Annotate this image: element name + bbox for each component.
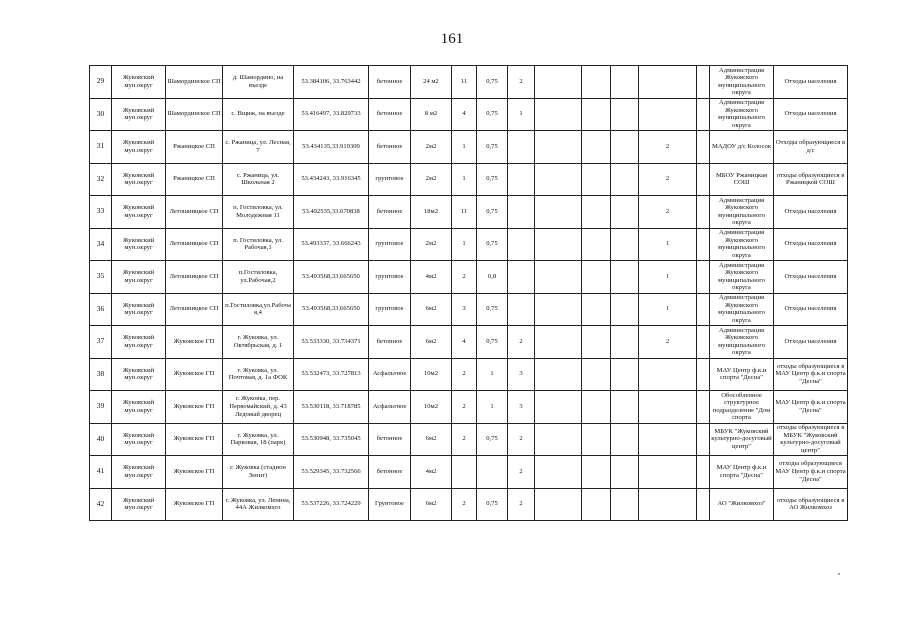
cell-address: г. Жуковка, ул. Ленина, 44А Жилкомхоз [223, 488, 294, 521]
cell-c9 [508, 196, 535, 229]
cell-c12 [611, 228, 639, 261]
cell-source: Отходы населения [774, 228, 848, 261]
cell-c12 [611, 293, 639, 326]
cell-address: п.Гостиловка, ул.Рабочая,2 [223, 261, 294, 294]
cell-volume: 0,75 [477, 66, 508, 99]
cell-owner: Администрация Жуковского муниципального округа [710, 293, 774, 326]
cell-coords: 53.416497, 33.829733 [294, 98, 369, 131]
cell-coords: 53.533330, 33.734371 [294, 326, 369, 359]
cell-c13: 1 [639, 261, 697, 294]
cell-c9 [508, 228, 535, 261]
cell-settlement: Жуковское ГП [166, 488, 223, 521]
cell-settlement: Шамординское СП [166, 66, 223, 99]
cell-containers: 2 [452, 358, 477, 391]
cell-c10 [535, 228, 582, 261]
cell-c12 [611, 391, 639, 424]
cell-coords: 53.493337, 33.666243 [294, 228, 369, 261]
cell-area: 6м2 [411, 293, 452, 326]
cell-containers: 3 [452, 293, 477, 326]
cell-c12 [611, 163, 639, 196]
cell-c9: 2 [508, 488, 535, 521]
cell-district: Жуковский мун.округ [112, 196, 166, 229]
cell-c9: 2 [508, 326, 535, 359]
cell-c11 [582, 488, 611, 521]
cell-c14 [697, 98, 710, 131]
cell-c9: 2 [508, 66, 535, 99]
cell-settlement: Жуковское ГП [166, 423, 223, 456]
cell-c13: 2 [639, 131, 697, 164]
cell-area: 10м2 [411, 391, 452, 424]
cell-c14 [697, 196, 710, 229]
cell-volume: 0,75 [477, 196, 508, 229]
cell-owner: Администрация Жуковского муниципального округа [710, 66, 774, 99]
cell-c11 [582, 66, 611, 99]
cell-c12 [611, 456, 639, 489]
cell-settlement: Жуковское ГП [166, 358, 223, 391]
cell-surface: бетонное [369, 196, 411, 229]
cell-containers: 11 [452, 196, 477, 229]
cell-n: 39 [90, 391, 112, 424]
cell-c14 [697, 293, 710, 326]
cell-c12 [611, 358, 639, 391]
cell-address: г. Жуковка, пер. Первомайский, д. 43 Ледовый дворец [223, 391, 294, 424]
cell-settlement: Жуковское ГП [166, 456, 223, 489]
cell-area: 4м2 [411, 261, 452, 294]
cell-source: отходы образующиеся в АО Жилкомхоз [774, 488, 848, 521]
cell-volume: 0,75 [477, 488, 508, 521]
cell-coords: 53.493568,33.665650 [294, 261, 369, 294]
cell-n: 37 [90, 326, 112, 359]
cell-n: 30 [90, 98, 112, 131]
cell-area: 8 м2 [411, 98, 452, 131]
cell-surface: грунтовое [369, 293, 411, 326]
cell-source: отходы образующиеся в Ржаницкой СОШ [774, 163, 848, 196]
cell-c10 [535, 293, 582, 326]
cell-address: г. Жуковка, ул. Парковая, 18 (парк) [223, 423, 294, 456]
cell-n: 40 [90, 423, 112, 456]
cell-volume: 0,75 [477, 163, 508, 196]
cell-source: Отходы населения [774, 261, 848, 294]
cell-c11 [582, 358, 611, 391]
cell-containers: 11 [452, 66, 477, 99]
cell-c11 [582, 98, 611, 131]
cell-coords: 53.493568,33.665650 [294, 293, 369, 326]
cell-containers: 2 [452, 261, 477, 294]
cell-containers: 4 [452, 98, 477, 131]
cell-c13 [639, 423, 697, 456]
cell-address: с. Ржаница, ул. Школьная 2 [223, 163, 294, 196]
cell-surface: Асфальтное [369, 391, 411, 424]
cell-settlement: Летошницкое СП [166, 228, 223, 261]
cell-address: д. Шамордино, на въезде [223, 66, 294, 99]
cell-containers: 2 [452, 488, 477, 521]
cell-owner: Администрация Жуковского муниципального округа [710, 261, 774, 294]
cell-c10 [535, 98, 582, 131]
cell-coords: 53.529345, 33.732566 [294, 456, 369, 489]
cell-c12 [611, 66, 639, 99]
cell-volume: 0,75 [477, 131, 508, 164]
cell-area: 6м2 [411, 326, 452, 359]
cell-area: 18м2 [411, 196, 452, 229]
cell-c10 [535, 131, 582, 164]
cell-n: 32 [90, 163, 112, 196]
table-row [90, 326, 848, 359]
cell-c9: 3 [508, 358, 535, 391]
cell-settlement: Шамординское СП [166, 98, 223, 131]
cell-district: Жуковский мун.округ [112, 293, 166, 326]
cell-c10 [535, 456, 582, 489]
cell-owner: МАДОУ д/с Колосок [710, 131, 774, 164]
cell-source: Отходы населения [774, 196, 848, 229]
cell-c10 [535, 326, 582, 359]
table-row [90, 488, 848, 521]
cell-n: 34 [90, 228, 112, 261]
cell-c10 [535, 358, 582, 391]
cell-c13 [639, 456, 697, 489]
cell-c14 [697, 228, 710, 261]
cell-volume: 0,75 [477, 228, 508, 261]
cell-address: п. Гостиловка, ул. Молодежная 11 [223, 196, 294, 229]
cell-c9 [508, 293, 535, 326]
cell-address: г. Жуковка, ул. Почтовая, д. 1а ФОК [223, 358, 294, 391]
cell-n: 42 [90, 488, 112, 521]
cell-coords: 53.434243, 33.916345 [294, 163, 369, 196]
cell-owner: Администрация Жуковского муниципального округа [710, 326, 774, 359]
cell-source: Отходы населения [774, 326, 848, 359]
cell-c13 [639, 391, 697, 424]
cell-n: 35 [90, 261, 112, 294]
cell-volume: 0,75 [477, 423, 508, 456]
cell-area: 2м2 [411, 131, 452, 164]
cell-c14 [697, 66, 710, 99]
cell-coords: 53.492535,33.670838 [294, 196, 369, 229]
cell-n: 31 [90, 131, 112, 164]
cell-district: Жуковский мун.округ [112, 391, 166, 424]
cell-source: Отходы населения [774, 293, 848, 326]
cell-c12 [611, 98, 639, 131]
cell-surface: бетонное [369, 131, 411, 164]
table-row [90, 196, 848, 229]
cell-n: 29 [90, 66, 112, 99]
cell-c13: 2 [639, 326, 697, 359]
cell-area: 10м2 [411, 358, 452, 391]
cell-c11 [582, 456, 611, 489]
cell-settlement: Летошницкое СП [166, 261, 223, 294]
cell-c13 [639, 358, 697, 391]
cell-c11 [582, 131, 611, 164]
cell-c10 [535, 261, 582, 294]
cell-c11 [582, 228, 611, 261]
cell-c12 [611, 261, 639, 294]
cell-c13: 2 [639, 163, 697, 196]
table-row [90, 261, 848, 294]
table-row [90, 228, 848, 261]
cell-n: 41 [90, 456, 112, 489]
scan-speck [838, 573, 840, 575]
cell-coords: 53.532473, 33.727813 [294, 358, 369, 391]
cell-c9: 1 [508, 98, 535, 131]
cell-c12 [611, 196, 639, 229]
cell-c13: 1 [639, 293, 697, 326]
table-row [90, 456, 848, 489]
cell-c12 [611, 423, 639, 456]
cell-containers: 2 [452, 391, 477, 424]
cell-containers: 4 [452, 326, 477, 359]
cell-source: отходы образующиеся МАУ Центр ф.к.и спорта "Десна" [774, 456, 848, 489]
cell-containers [452, 456, 477, 489]
cell-source: Отходы образующиеся в д/с [774, 131, 848, 164]
cell-coords: 53.537226, 33.724229 [294, 488, 369, 521]
cell-c14 [697, 488, 710, 521]
cell-volume: 0,8 [477, 261, 508, 294]
cell-district: Жуковский мун.округ [112, 326, 166, 359]
cell-district: Жуковский мун.округ [112, 423, 166, 456]
cell-c10 [535, 196, 582, 229]
cell-surface: грунтовое [369, 163, 411, 196]
cell-c13 [639, 98, 697, 131]
cell-c14 [697, 358, 710, 391]
cell-owner: Администрация Жуковского муниципального округа [710, 98, 774, 131]
cell-c11 [582, 196, 611, 229]
cell-volume [477, 456, 508, 489]
cell-c9: 3 [508, 391, 535, 424]
cell-c10 [535, 391, 582, 424]
cell-containers: 2 [452, 423, 477, 456]
cell-address: с. Вщиж, на въезде [223, 98, 294, 131]
cell-address: с. Ржаница, ул. Лесная, 7 [223, 131, 294, 164]
table-row [90, 98, 848, 131]
cell-c10 [535, 488, 582, 521]
cell-settlement: Ржаницкое СП [166, 131, 223, 164]
cell-c9: 2 [508, 456, 535, 489]
cell-n: 33 [90, 196, 112, 229]
cell-surface: бетонное [369, 326, 411, 359]
cell-source: Отходы населения [774, 66, 848, 99]
cell-owner: МБОУ Ржаницкая СОШ [710, 163, 774, 196]
cell-c9 [508, 163, 535, 196]
cell-source: Отходы населения [774, 98, 848, 131]
cell-surface: бетонное [369, 423, 411, 456]
cell-source: МАУ Центр ф.к.и спорта "Десна" [774, 391, 848, 424]
cell-c12 [611, 488, 639, 521]
cell-c14 [697, 163, 710, 196]
cell-surface: бетонное [369, 456, 411, 489]
cell-owner: Администрация Жуковского муниципального округа [710, 228, 774, 261]
cell-c13: 2 [639, 196, 697, 229]
cell-settlement: Летошницкое СП [166, 293, 223, 326]
cell-c10 [535, 423, 582, 456]
cell-coords: 53.530118, 33.718785 [294, 391, 369, 424]
cell-c11 [582, 261, 611, 294]
cell-settlement: Жуковское ГП [166, 326, 223, 359]
cell-containers: 1 [452, 228, 477, 261]
cell-address: г. Жуковка (стадион Зенит) [223, 456, 294, 489]
cell-coords: 53.530948, 33.735045 [294, 423, 369, 456]
cell-c14 [697, 423, 710, 456]
cell-district: Жуковский мун.округ [112, 98, 166, 131]
waste-sites-table [89, 65, 848, 521]
cell-c11 [582, 163, 611, 196]
cell-containers: 1 [452, 131, 477, 164]
cell-c14 [697, 456, 710, 489]
cell-area: 24 м2 [411, 66, 452, 99]
cell-surface: грунтовое [369, 228, 411, 261]
cell-c10 [535, 163, 582, 196]
cell-area: 4м2 [411, 456, 452, 489]
cell-c11 [582, 326, 611, 359]
cell-owner: Обособленное структурное подразделение "Дом спорта [710, 391, 774, 424]
cell-surface: бетонное [369, 66, 411, 99]
cell-c14 [697, 326, 710, 359]
cell-area: 6м2 [411, 423, 452, 456]
cell-c12 [611, 326, 639, 359]
cell-surface: бетонное [369, 98, 411, 131]
cell-district: Жуковский мун.округ [112, 131, 166, 164]
cell-volume: 0,75 [477, 293, 508, 326]
cell-c11 [582, 423, 611, 456]
cell-surface: грунтовое [369, 261, 411, 294]
cell-c10 [535, 66, 582, 99]
cell-c9: 2 [508, 423, 535, 456]
cell-coords: 53.434135,33.919309 [294, 131, 369, 164]
cell-area: 2м2 [411, 163, 452, 196]
cell-c14 [697, 261, 710, 294]
cell-settlement: Ржаницкое СП [166, 163, 223, 196]
table-row [90, 293, 848, 326]
cell-volume: 0,75 [477, 326, 508, 359]
cell-c13 [639, 66, 697, 99]
table-row [90, 163, 848, 196]
cell-district: Жуковский мун.округ [112, 261, 166, 294]
cell-c9 [508, 131, 535, 164]
cell-owner: МАУ Центр ф.к.и спорта "Десна" [710, 456, 774, 489]
cell-source: отходы образующиеся в МАУ Центр ф.к.и спорта "Десна" [774, 358, 848, 391]
cell-district: Жуковский мун.округ [112, 488, 166, 521]
cell-c13 [639, 488, 697, 521]
cell-c11 [582, 293, 611, 326]
cell-c13: 1 [639, 228, 697, 261]
cell-area: 6м2 [411, 488, 452, 521]
cell-volume: 0,75 [477, 98, 508, 131]
cell-c11 [582, 391, 611, 424]
cell-district: Жуковский мун.округ [112, 228, 166, 261]
cell-settlement: Летошницкое СП [166, 196, 223, 229]
cell-district: Жуковский мун.округ [112, 163, 166, 196]
table-row [90, 391, 848, 424]
cell-owner: МАУ Центр ф.к.и спорта "Десна" [710, 358, 774, 391]
table-row [90, 66, 848, 99]
cell-address: п.Гостиловка,ул.Рабочая,4 [223, 293, 294, 326]
cell-n: 38 [90, 358, 112, 391]
cell-area: 2м2 [411, 228, 452, 261]
table-row [90, 423, 848, 456]
cell-coords: 53.384106, 33.763442 [294, 66, 369, 99]
cell-address: п. Гостиловка, ул. Рабочая,1 [223, 228, 294, 261]
cell-district: Жуковский мун.округ [112, 66, 166, 99]
cell-c9 [508, 261, 535, 294]
cell-volume: 1 [477, 358, 508, 391]
page-number: 161 [440, 31, 464, 47]
table-row [90, 131, 848, 164]
cell-n: 36 [90, 293, 112, 326]
cell-owner: АО "Жилкомхоз" [710, 488, 774, 521]
cell-owner: Администрация Жуковского муниципального округа [710, 196, 774, 229]
cell-owner: МБУК "Жуковский культурно-досуговый центр" [710, 423, 774, 456]
cell-c12 [611, 131, 639, 164]
cell-settlement: Жуковское ГП [166, 391, 223, 424]
cell-surface: Асфальтное [369, 358, 411, 391]
table-row [90, 358, 848, 391]
cell-surface: Грунтовое [369, 488, 411, 521]
cell-c14 [697, 131, 710, 164]
cell-containers: 1 [452, 163, 477, 196]
cell-address: г. Жуковка, ул. Октябрьская, д. 1 [223, 326, 294, 359]
cell-district: Жуковский мун.округ [112, 456, 166, 489]
cell-c14 [697, 391, 710, 424]
cell-volume: 1 [477, 391, 508, 424]
cell-district: Жуковский мун.округ [112, 358, 166, 391]
cell-source: отходы образующиеся в МБУК "Жуковский культурно-досуговый центр" [774, 423, 848, 456]
